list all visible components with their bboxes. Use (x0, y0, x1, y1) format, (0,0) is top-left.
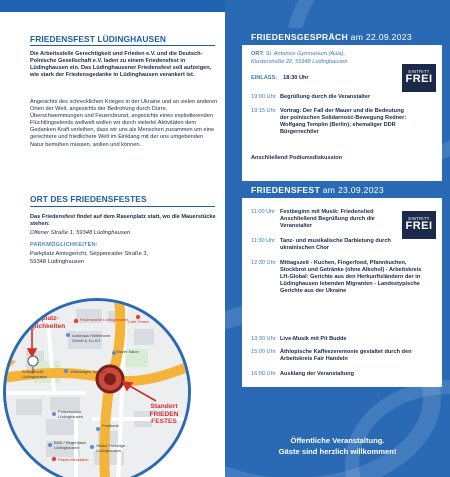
schedule-time: 12:30 Uhr (251, 260, 276, 266)
schedule-text: Mittagszeit - Kuchen, Fingerfood, Pfannkuchen, Stockbrot und Getränke (ohne Alkohol) - Arbeitskreis LH-Global: Gerichte aus den Herkunftsländern der in Lüdinghausen lebenden Migranten - Landestypische Gerichte aus der Ukraine (280, 260, 422, 294)
venue-line1 (251, 51, 345, 58)
intro-paragraph: Die Arbeitsstelle Gerechtigkeit und Frieden e.V. und die Deutsch-Polnische Gesellschaft e.V. laden zu einem Friedensfest in Lüdinghausen ein. Das Lüdinghausener Friedensfest soll aufzeigen, wie stark der Friedensgedanke in Lüdinghausen verankert ist. (30, 51, 212, 79)
card-title (251, 185, 384, 195)
map-label-studio-2: Lüdinghausen (96, 448, 122, 453)
map-parking-callout (18, 315, 68, 330)
map-label-vw: Volkswagen Service (70, 369, 106, 374)
location-map[interactable] (3, 298, 191, 477)
map-label-polizei-2: Lüdinghausen (58, 414, 84, 419)
card-friedensgespraech (242, 28, 442, 191)
card-date: am 22.09.2023 (350, 32, 412, 42)
map-label-autohaus-2: GmbH & Co.KG (72, 338, 101, 343)
venue-label: ORT: (251, 51, 265, 57)
schedule-time: 11:00 Uhr (251, 209, 276, 215)
badge-big-text: FREI (405, 73, 433, 85)
map-label-autohaus-1: Autohaus Hollenhorst (72, 333, 111, 338)
schedule-text: Festbeginn mit Musik: Friedenslied Anschließend Begrüßung durch die Veranstalter (280, 209, 375, 229)
schedule-text: Tanz- und musikalische Darbietung durch ukrainischen Chor (280, 238, 391, 251)
schedule-text: Äthiopische Kaffeezeremonie gestaltet durch den Arbeitskreis Fair Handeln (280, 349, 412, 362)
card-title-text: FRIEDENSFEST (251, 185, 321, 195)
closing-note: Anschließend Podiumsdiskussion (251, 155, 343, 161)
schedule-time: 15:00 Uhr (251, 349, 276, 355)
map-parking-callout-line2: möglichkeiten (20, 322, 66, 330)
map-label-praxis: Praxis Meckbach (58, 457, 89, 462)
venue-line2: Klosterstraße 22, 59348 Lüdinghausen (251, 59, 348, 65)
map-label-shiver: Shiver Salon (116, 349, 139, 354)
section-divider (30, 45, 215, 46)
map-label-amtsgericht-2: Lüdinghausen (22, 374, 48, 379)
free-entry-badge (402, 64, 436, 92)
badge-small-text: EINTRITT (408, 69, 430, 74)
map-parking-callout-line1: Parkplatz- (27, 315, 59, 322)
parking-address-line2: 59348 Lüdinghausen (30, 259, 85, 265)
schedule-text: Vortrag: Der Fall der Mauer und die Bedeutung der polnischen Solidarność-Bewegung Redner: Wolfgang Templin (Berlin); ehemaliger DDR Bürgerrechtler (280, 108, 407, 135)
map-label-cafe: Café Torma (128, 319, 149, 324)
schedule-time: 19:00 Uhr (251, 94, 276, 100)
card-header (242, 181, 442, 198)
map-standort-line2: FRIEDEN (149, 410, 179, 418)
map-label-amtsgericht-1: Amtsgericht (22, 369, 44, 374)
body-paragraph: Angesichts des schrecklichen Krieges in der Ukraine und an vielen anderen Orten der Welt, angesichts der Bedrohung durch Dürre, Überschwemmungen und Feuersbrunst, angesichts eines explodierenden Flüchtlingselends wellwelt wollen wir durch vielerlei Aktivitäten dem Gedanken Kraft verleihen, dass wir uns als Menschen zusammen um eine gerechtere und friedlichere Welt im Einklang mit der uns umgebenden Natur bemühen müssen, wollen und können. (30, 99, 218, 148)
map-label-postbank: Postbank (102, 423, 119, 428)
card-friedensfest (242, 181, 442, 387)
event-address: Olfener Straße 1, 59348 Lüdinghausen (30, 230, 131, 236)
schedule-row (251, 94, 437, 102)
card-title (251, 32, 412, 42)
badge-small-text: EINTRITT (408, 216, 430, 221)
entry-time-value: 18:30 Uhr (283, 75, 309, 81)
map-label-bhd-2: Lüdinghausen (54, 445, 80, 450)
schedule-row (251, 108, 437, 148)
badge-big-text: FREI (405, 220, 433, 232)
schedule-time: 16:00 Uhr (251, 371, 276, 377)
card-date: am 23.09.2023 (322, 185, 384, 195)
location-intro: Das Friedensfest findet auf dem Rasenplatz statt, wo die Mauerstücke stehen: (30, 214, 216, 228)
map-label-feuerwache: Feuerwache Lüdinghausen (80, 317, 129, 322)
schedule-time: 19:15 Uhr (251, 108, 276, 114)
schedule-text: Begrüßung durch die Veranstalter (280, 94, 371, 100)
card-header (242, 28, 442, 45)
parking-address-line1: Parkplatz Amtsgericht, Seppenrader Straße 3, (30, 251, 149, 257)
schedule-time: 13:30 Uhr (251, 336, 276, 342)
section-title-ort: ORT DES FRIEDENSFESTES (30, 194, 147, 204)
footer-line1: Öffentliche Veranstaltung. (290, 436, 385, 445)
map-label-bhd-1: BHD / Regenbank (54, 440, 87, 445)
top-decor-band (0, 0, 225, 12)
free-entry-badge (402, 211, 436, 239)
schedule-text: Ausklang der Veranstaltung (280, 371, 354, 377)
schedule-text: Live-Musik mit Pit Budde (280, 336, 347, 342)
parking-label: PARKMÖGLICHKEITEN: (30, 242, 98, 248)
section-divider (30, 206, 215, 207)
map-standort-line3: FESTES (151, 418, 177, 426)
map-label-polizei-1: Polizeiwache (58, 409, 82, 414)
card-title-text: FRIEDENSGESPRÄCH (251, 32, 348, 42)
entry-label: EINLASS: (251, 75, 278, 81)
footer-line2: Gäste sind herzlich willkommen! (278, 447, 397, 456)
map-standort-line1: Standort (150, 403, 178, 410)
venue-name: St. Antonius Gymnasium (Aula), (265, 51, 346, 57)
schedule-time: 11:30 Uhr (251, 238, 276, 244)
entry-time (251, 75, 309, 81)
map-label-studio-1: Studio Freestige - (96, 443, 128, 448)
section-title-friedensfest: FRIEDENSFEST LÜDINGHAUSEN (30, 34, 167, 44)
map-standort-callout (144, 403, 184, 426)
